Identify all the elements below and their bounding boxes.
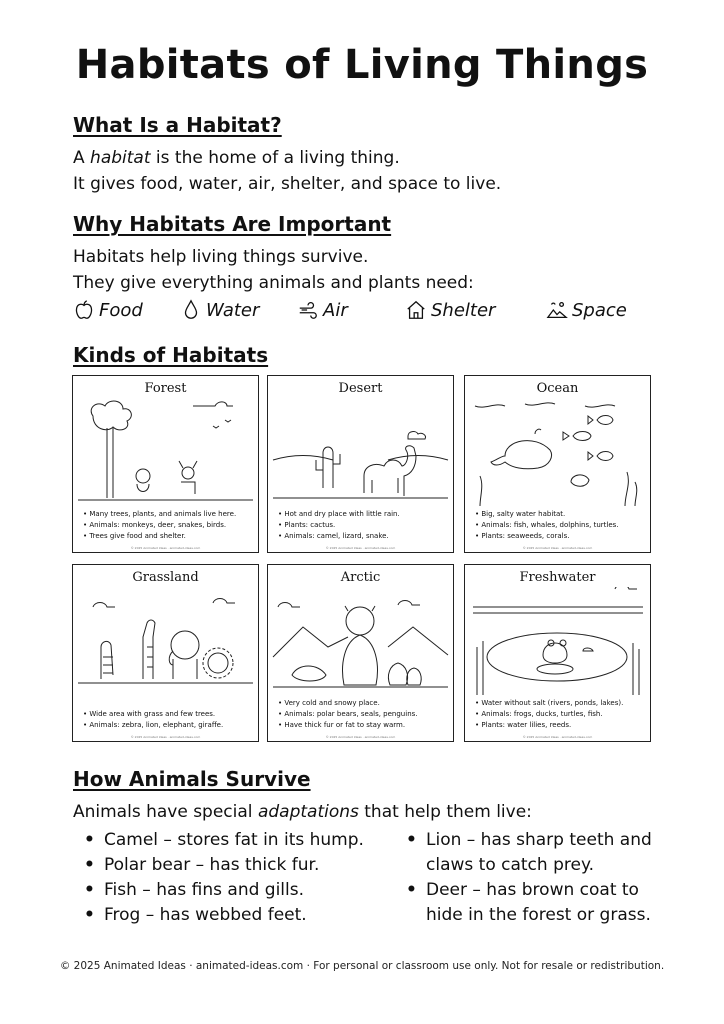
habitat-card-facts — [83, 509, 252, 542]
what-heading: What Is a Habitat? — [73, 113, 282, 137]
fact-line: • Have thick fur or fat to stay warm. — [278, 720, 447, 731]
habitat-card-facts — [475, 698, 644, 731]
forest-illustration — [73, 398, 258, 510]
card-footer: © 2025 Animated Ideas · animated-ideas.com — [130, 735, 201, 739]
wind-icon — [297, 299, 319, 321]
adaptations-term: adaptations — [257, 802, 359, 822]
list-item-line: claws to catch prey. — [426, 855, 594, 875]
list-item-line: Lion – has sharp teeth and — [426, 830, 652, 850]
need-air-label: Air — [323, 299, 348, 321]
card-footer: © 2025 Animated Ideas · animated-ideas.com — [325, 735, 396, 739]
card-footer: © 2025 Animated Ideas · animated-ideas.com — [130, 546, 201, 550]
what-line-2: It gives food, water, air, shelter, and space to live. — [73, 174, 502, 194]
fact-line: • Plants: water lilies, reeds. — [475, 720, 644, 731]
list-item: • Camel – stores fat in its hump. — [84, 828, 364, 853]
arctic-illustration — [268, 587, 453, 699]
landscape-icon — [546, 299, 568, 321]
habitat-card-facts — [83, 709, 252, 731]
needs-row — [73, 299, 653, 325]
fact-line: • Very cold and snowy place. — [278, 698, 447, 709]
survive-intro-pre: Animals have special — [73, 802, 258, 822]
apple-icon — [73, 299, 95, 321]
list-item: • Frog – has webbed feet. — [84, 903, 364, 928]
list-item-line: Deer – has brown coat to — [426, 880, 639, 900]
fact-line: • Plants: seaweeds, corals. — [475, 531, 644, 542]
desert-illustration — [268, 398, 453, 510]
need-shelter-label: Shelter — [431, 299, 496, 321]
what-line-1-post: is the home of a living thing. — [150, 148, 400, 168]
list-item — [406, 828, 652, 878]
why-line-1: Habitats help living things survive. — [73, 247, 369, 267]
fact-line: • Animals: zebra, lion, elephant, giraffe. — [83, 720, 252, 731]
fact-line: • Water without salt (rivers, ponds, lakes). — [475, 698, 644, 709]
fact-line: • Animals: monkeys, deer, snakes, birds. — [83, 520, 252, 531]
habitat-card-desert — [267, 375, 454, 553]
survive-intro-post: that help them live: — [358, 802, 532, 822]
need-food — [73, 299, 143, 321]
need-food-label: Food — [99, 299, 143, 321]
fact-line: • Plants: cactus. — [278, 520, 447, 531]
why-paragraph — [73, 244, 474, 296]
card-footer: © 2025 Animated Ideas · animated-ideas.com — [325, 546, 396, 550]
habitat-card-ocean — [464, 375, 651, 553]
kinds-heading: Kinds of Habitats — [73, 343, 269, 367]
need-space-label: Space — [572, 299, 627, 321]
habitat-card-title: Freshwater — [519, 570, 596, 585]
fact-line: • Hot and dry place with little rain. — [278, 509, 447, 520]
fact-line: • Big, salty water habitat. — [475, 509, 644, 520]
why-heading: Why Habitats Are Important — [73, 212, 392, 236]
habitat-card-title: Ocean — [536, 381, 579, 396]
ocean-illustration — [465, 398, 650, 510]
habitat-term: habitat — [90, 148, 151, 168]
habitat-card-arctic — [267, 564, 454, 742]
what-line-1 — [73, 145, 501, 171]
habitat-card-title: Desert — [338, 381, 383, 396]
survive-heading: How Animals Survive — [73, 767, 311, 791]
list-item: • Polar bear – has thick fur. — [84, 853, 364, 878]
page-footer: © 2025 Animated Ideas · animated-ideas.com · For personal or classroom use only. Not for resale or redistribution. — [59, 960, 665, 972]
need-shelter — [405, 299, 495, 321]
habitat-card-title: Arctic — [340, 570, 381, 585]
card-footer: © 2025 Animated Ideas · animated-ideas.com — [522, 546, 593, 550]
page-title: Habitats of Living Things — [75, 42, 649, 88]
card-footer: © 2025 Animated Ideas · animated-ideas.com — [522, 735, 593, 739]
water-drop-icon — [180, 299, 202, 321]
fact-line: • Animals: frogs, ducks, turtles, fish. — [475, 709, 644, 720]
fact-line: • Animals: polar bears, seals, penguins. — [278, 709, 447, 720]
habitat-card-facts — [278, 698, 447, 731]
habitat-card-title: Grassland — [132, 570, 199, 585]
need-air — [297, 299, 348, 321]
habitat-card-forest — [72, 375, 259, 553]
fact-line: • Trees give food and shelter. — [83, 531, 252, 542]
what-line-1-pre: A — [73, 148, 91, 168]
adaptation-list-left — [84, 828, 364, 928]
habitat-card-title: Forest — [144, 381, 187, 396]
house-icon — [405, 299, 427, 321]
fact-line: • Animals: camel, lizard, snake. — [278, 531, 447, 542]
adaptation-list-right — [406, 828, 652, 928]
list-item — [406, 878, 652, 928]
why-line-2: They give everything animals and plants need: — [73, 273, 474, 293]
grassland-illustration — [73, 587, 258, 699]
habitat-card-grassland — [72, 564, 259, 742]
habitat-card-facts — [475, 509, 644, 542]
need-water — [180, 299, 259, 321]
freshwater-illustration — [465, 587, 650, 699]
habitat-card-freshwater — [464, 564, 651, 742]
list-item: • Fish – has fins and gills. — [84, 878, 364, 903]
need-space — [546, 299, 627, 321]
fact-line: • Wide area with grass and few trees. — [83, 709, 252, 720]
what-paragraph — [73, 145, 501, 197]
habitat-card-facts — [278, 509, 447, 542]
fact-line: • Animals: fish, whales, dolphins, turtles. — [475, 520, 644, 531]
list-item-line: hide in the forest or grass. — [426, 905, 651, 925]
fact-line: • Many trees, plants, and animals live here. — [83, 509, 252, 520]
need-water-label: Water — [206, 299, 260, 321]
survive-intro — [73, 799, 532, 825]
